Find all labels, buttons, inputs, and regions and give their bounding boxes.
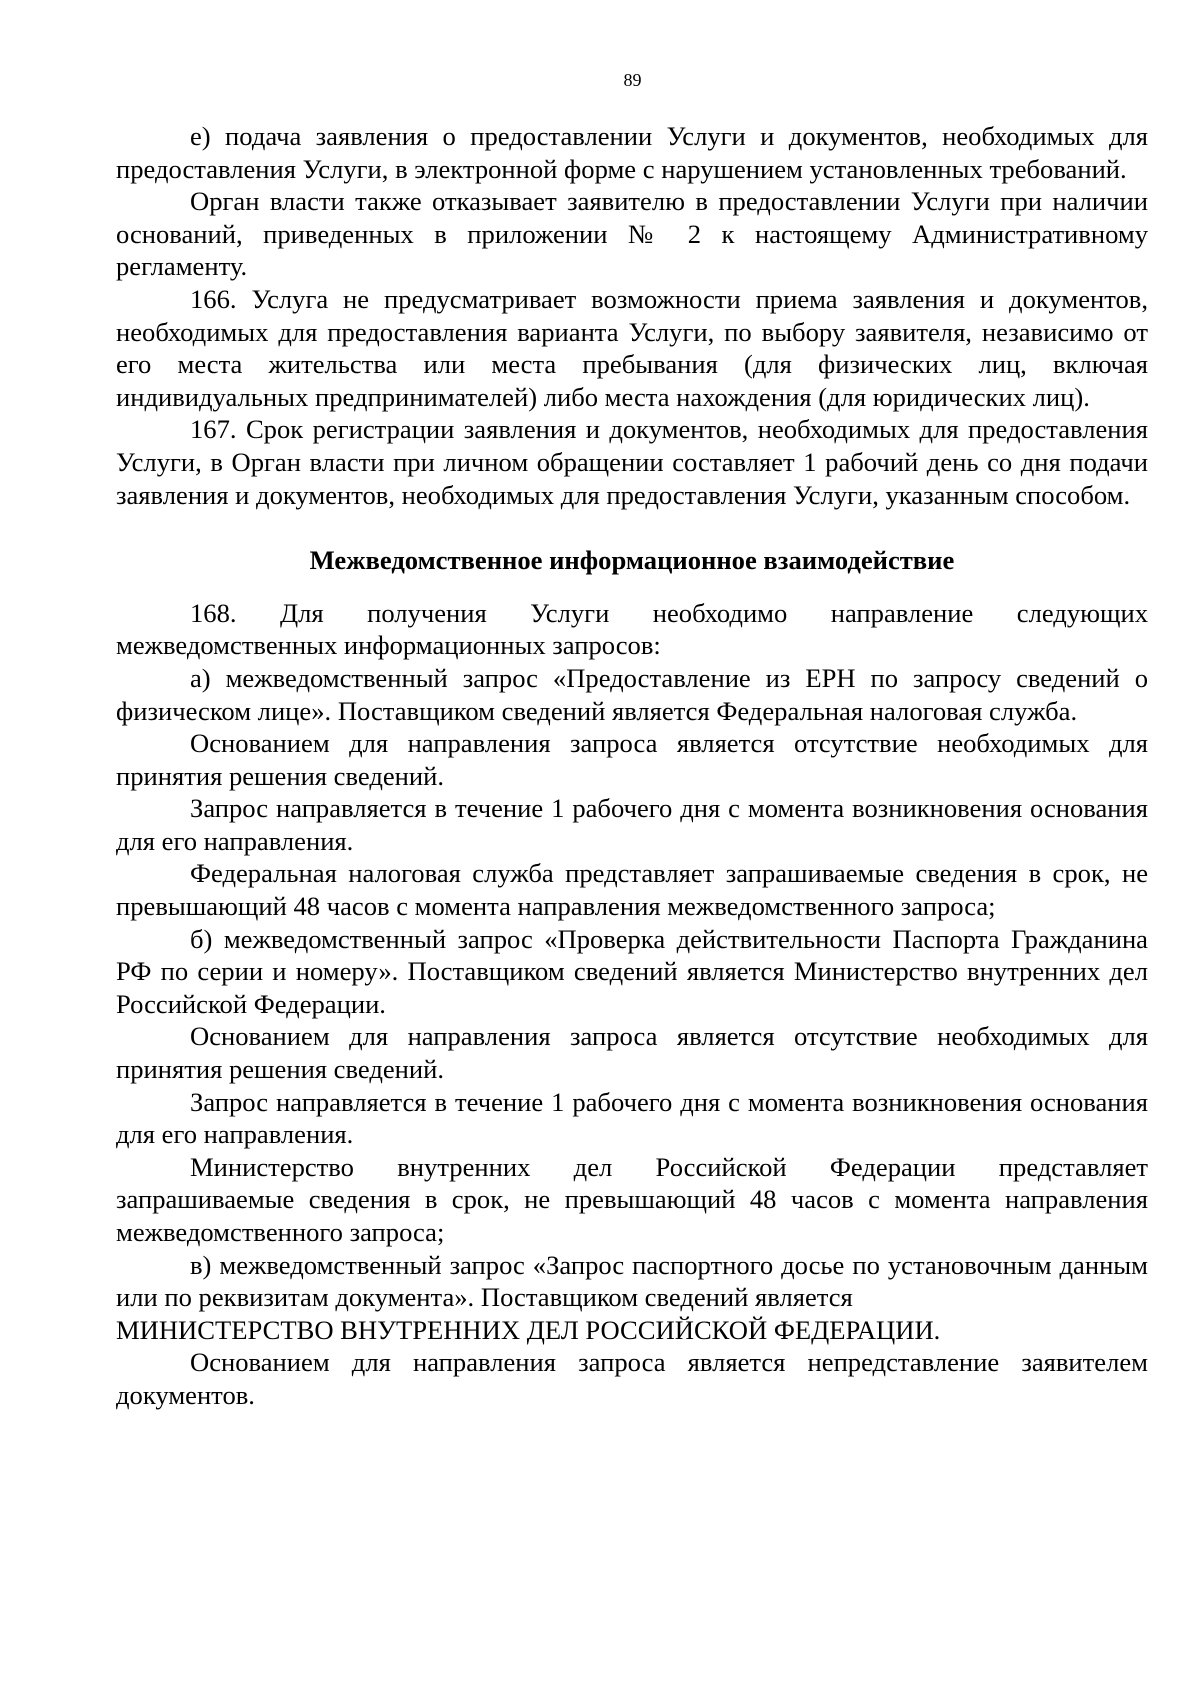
paragraph-request-b: б) межведомственный запрос «Проверка действительности Паспорта Гражданина РФ по серии и номеру». Поставщиком сведений является Министерство внутренних дел Российской Федерации. — [116, 923, 1148, 1019]
paragraph-166: 166. Услуга не предусматривает возможности приема заявления и документов, необходимых для предоставления варианта Услуги, по выбору заявителя, независимо от его места жительства или места пребывания (для физических лиц, включая индивидуальных предпринимателей) либо места нахождения (для юридических лиц). — [116, 283, 1148, 412]
spacer — [116, 511, 1148, 544]
paragraph-e-submission-violation: е) подача заявления о предоставлении Услуги и документов, необходимых для предоставления Услуги, в электронной форме с нарушением установленных требований. — [116, 121, 1148, 184]
document-body — [116, 120, 1148, 1412]
paragraph-request-b-timing: Запрос направляется в течение 1 рабочего дня с момента возникновения основания для его направления. — [116, 1086, 1148, 1150]
paragraph-request-a-response: Федеральная налоговая служба представляет запрашиваемые сведения в срок, не превышающий 48 часов с момента направления межведомственного запроса; — [116, 858, 1148, 922]
paragraph-167: 167. Срок регистрации заявления и документов, необходимых для предоставления Услуги, в Орган власти при личном обращении составляет 1 рабочий день со дня подачи заявления и документов, необходимых для предоставления Услуги, указанным способом. — [116, 414, 1148, 510]
paragraph-request-c: в) межведомственный запрос «Запрос паспортного досье по установочным данным или по реквизитам документа». Поставщиком сведений является — [116, 1249, 1148, 1313]
paragraph-request-c-provider: МИНИСТЕРСТВО ВНУТРЕННИХ ДЕЛ РОССИЙСКОЙ ФЕДЕРАЦИИ. — [116, 1314, 941, 1345]
paragraph-request-a-timing: Запрос направляется в течение 1 рабочего дня с момента возникновения основания для его направления. — [116, 793, 1148, 856]
spacer — [116, 577, 1148, 597]
paragraph-request-a: а) межведомственный запрос «Предоставление из ЕРН по запросу сведений о физическом лице». Поставщиком сведений является Федеральная налоговая служба. — [116, 662, 1148, 726]
paragraph-168: 168. Для получения Услуги необходимо направление следующих межведомственных информационных запросов: — [116, 597, 1148, 661]
paragraph-request-b-basis: Основанием для направления запроса является отсутствие необходимых для принятия решения сведений. — [116, 1021, 1148, 1085]
page-number: 89 — [623, 70, 642, 90]
paragraph-request-b-response: Министерство внутренних дел Российской Федерации представляет запрашиваемые сведения в срок, не превышающий 48 часов с момента направления межведомственного запроса; — [116, 1151, 1148, 1247]
paragraph-request-a-basis: Основанием для направления запроса является отсутствие необходимых для принятия решения сведений. — [116, 728, 1148, 791]
paragraph-refusal-grounds: Орган власти также отказывает заявителю в предоставлении Услуги при наличии оснований, приведенных в приложении № 2 к настоящему Административному регламенту. — [116, 186, 1148, 282]
section-title: Межведомственное информационное взаимодействие — [309, 545, 955, 576]
paragraph-request-c-basis: Основанием для направления запроса является непредставление заявителем документов. — [116, 1347, 1148, 1410]
